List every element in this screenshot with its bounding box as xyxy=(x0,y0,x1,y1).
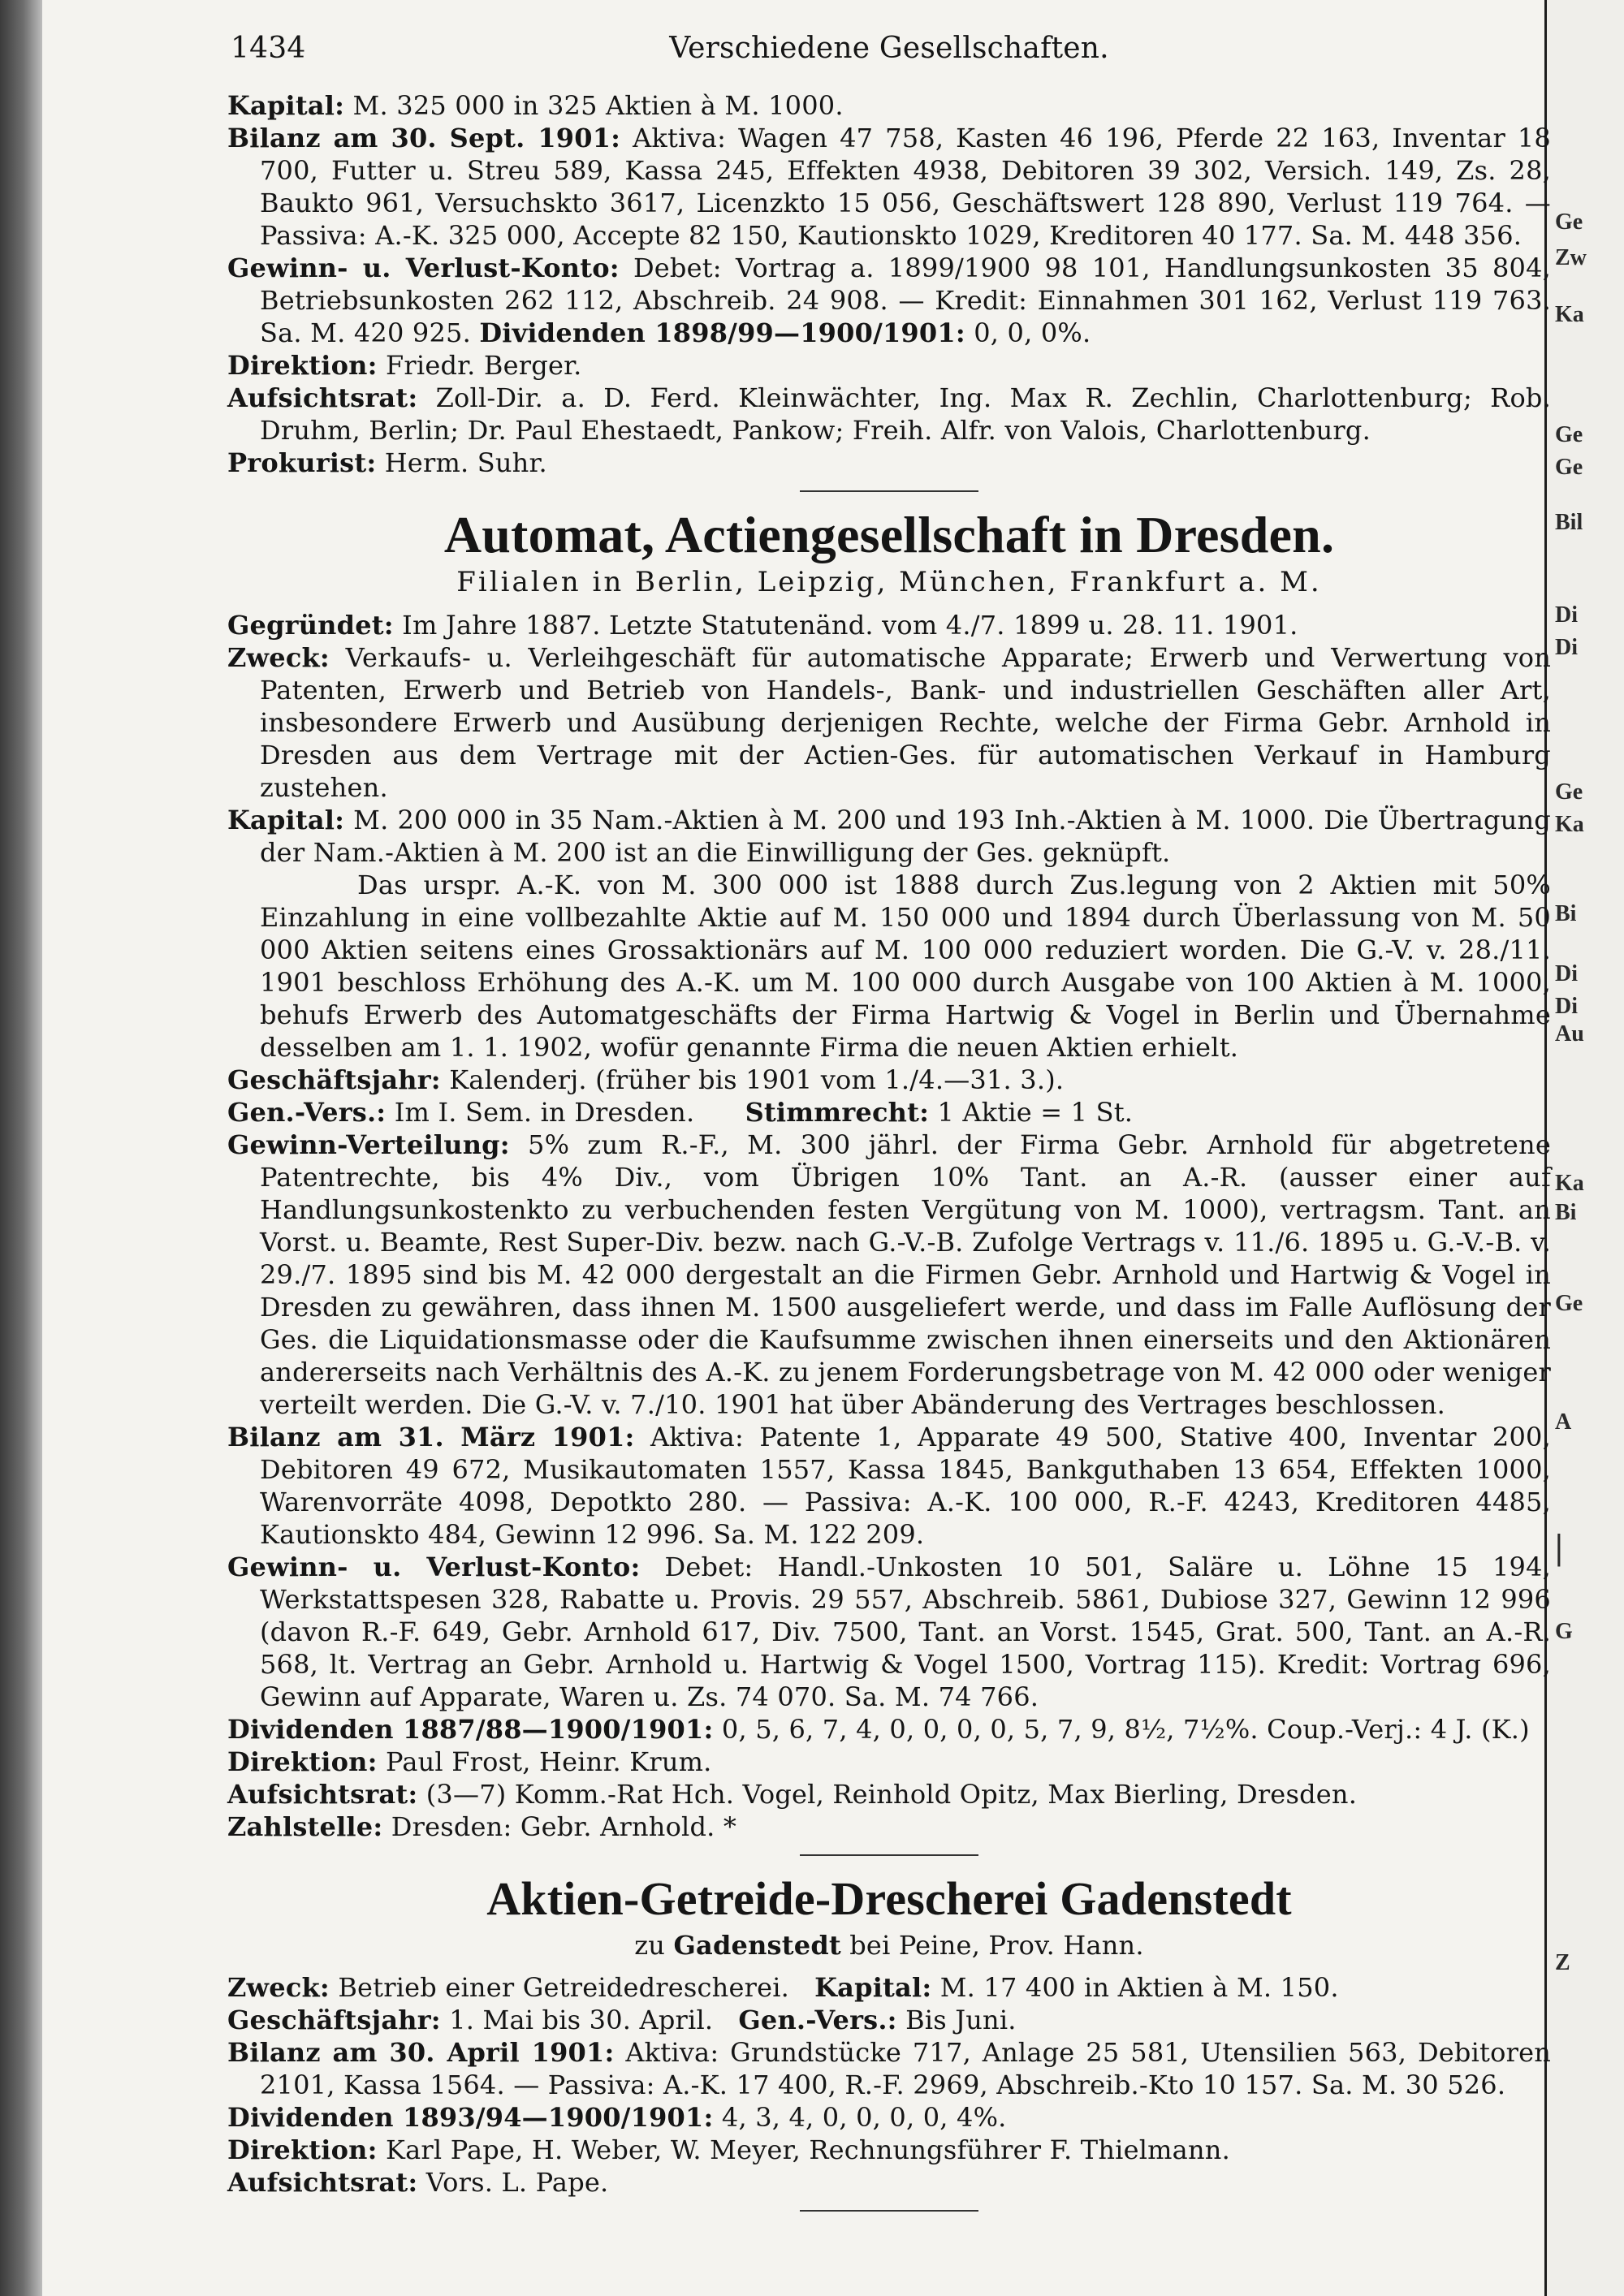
margin-fragment: Ka xyxy=(1555,1171,1584,1196)
margin-fragment: Di xyxy=(1555,961,1578,986)
margin-fragment: Di xyxy=(1555,635,1578,660)
margin-fragment: A xyxy=(1555,1409,1572,1435)
entry-zahlstelle: Zahlstelle: Dresden: Gebr. Arnhold. * xyxy=(227,1811,737,1842)
left-binding-shadow xyxy=(0,0,42,2296)
company-title: Aktien-Getreide-Drescherei Gadenstedt xyxy=(486,1872,1292,1925)
entry-kapital: Kapital: M. 325 000 in 325 Aktien à M. 1000. xyxy=(227,90,844,121)
section-divider xyxy=(800,490,978,492)
company-subtitle: Filialen in Berlin, Leipzig, München, Frankfurt a. M. xyxy=(456,566,1322,598)
entry-bilanz: Bilanz am 31. März 1901: Aktiva: Patente 1, Apparate 49 500, Stative 400, Inventar 200, Debitoren 49 672, Musikautomaten 1557, Kassa 1845, Bankguthaben 13 654, Effekten 1000, Warenvorräte 4098, Depotkto 280. — Passiva: A.-K. 100 000, R.-F. 4243, Kreditoren 4485, Kautionskto 484, Gewinn 12 996. Sa. M. 122 209. xyxy=(227,1422,1551,1550)
section-divider xyxy=(800,2210,978,2212)
margin-fragment: Di xyxy=(1555,994,1578,1019)
margin-fragment: Bi xyxy=(1555,1200,1577,1225)
right-facing-page-edge xyxy=(1544,0,1624,2296)
running-title: Verschiedene Gesellschaften. xyxy=(669,32,1109,65)
margin-fragment: Di xyxy=(1555,602,1578,628)
margin-fragment: Ge xyxy=(1555,209,1583,235)
entry-bilanz: Bilanz am 30. Sept. 1901: Aktiva: Wagen 47 758, Kasten 46 196, Pferde 22 163, Inventar 18 700, Futter u. Streu 589, Kassa 245, Effekten 4938, Debitoren 39 302, Versich. 149, Zs. 28, Baukto 961, Versuchskto 3617, Licenzkto 15 056, Geschäftswert 128 890, Verlust 119 764. — Passiva: A.-K. 325 000, Accepte 82 150, Kautionskto 1029, Kreditoren 40 177. Sa. M. 448 356. xyxy=(227,123,1551,251)
entry-geschaeftsjahr: Geschäftsjahr: Kalenderj. (früher bis 1901 vom 1./4.—31. 3.). xyxy=(227,1064,1065,1095)
running-header xyxy=(227,32,1551,75)
entry-aufsichtsrat: Aufsichtsrat: (3—7) Komm.-Rat Hch. Vogel, Reinhold Opitz, Max Bierling, Dresden. xyxy=(227,1779,1358,1810)
entry-gewinn-verlust: Gewinn- u. Verlust-Konto: Debet: Vortrag a. 1899/1900 98 101, Handlungsunkosten 35 804, Betriebsunkosten 262 112, Abschreib. 24 908. — Kredit: Einnahmen 301 162, Verlust 119 763. Sa. M. 420 925. Dividenden 1898/99—1900/1901: 0, 0, 0%. xyxy=(227,252,1552,348)
entry-zweck: Zweck: Verkaufs- u. Verleihgeschäft für automatische Apparate; Erwerb und Verwertung von Patenten, Erwerb und Betrieb von Handels-, Bank- und industriellen Geschäften aller Art, insbesondere Erwerb und Ausübung derjenigen Rechte, welche der Firma Gebr. Arnhold in Dresden aus dem Vertrage mit der Actien-Ges. für automatischen Verkauf in Hamburg zustehen. xyxy=(227,642,1552,803)
entry-dividenden: Dividenden 1887/88—1900/1901: 0, 5, 6, 7, 4, 0, 0, 0, 0, 5, 7, 9, 8½, 7½%. Coup.-Verj.: 4 J. (K.) xyxy=(227,1714,1530,1745)
entry-gewinn-verteilung: Gewinn-Verteilung: 5% zum R.-F., M. 300 jährl. der Firma Gebr. Arnhold für abgetretene Patentrechte, bis 4% Div., vom Übrigen 10% Tant. an A.-R. (ausser einer auf Handlungsunkostenkto zu verbuchenden festen Vergütung von M. 1000), vertragsm. Tant. an Vorst. u. Beamte, Rest Super-Div. bezw. nach G.-V.-B. Zufolge Vertrags v. 11./6. 1895 u. G.-V.-B. v. 29./7. 1895 sind bis M. 42 000 dergestalt an die Firmen Gebr. Arnhold und Hartwig & Vogel in Dresden zu gewähren, dass ihnen M. 1500 ausgeliefert werde, und dass im Falle Auflösung der Ges. die Liquidationsmasse oder die Kaufsumme zwischen ihnen einerseits und den Aktionären andererseits nach Verhältnis des A.-K. zu jenem Forderungsbetrage von M. 42 000 oder weniger verteilt werden. Die G.-V. v. 7./10. 1901 hat über Abänderung des Vertrages beschlossen. xyxy=(227,1129,1551,1420)
kapital-paragraph: Das urspr. A.-K. von M. 300 000 ist 1888 durch Zus.legung von 2 Aktien mit 50% Einzahlung in eine vollbezahlte Aktie auf M. 150 000 und 1894 durch Überlassung von M. 50 000 Aktien seitens eines Grossaktionärs auf M. 100 000 reduziert worden. Die G.-V. v. 28./11. 1901 beschloss Erhöhung des A.-K. um M. 100 000 durch Ausgabe von 100 Aktien à M. 1000, behufs Erwerb des Automatgeschäfts der Firma Hartwig & Vogel in Berlin und Übernahme desselben am 1. 1. 1902, wofür genannte Firma die neuen Aktien erhielt. xyxy=(260,870,1551,1063)
entry-aufsichtsrat: Aufsichtsrat: Vors. L. Pape. xyxy=(227,2167,609,2198)
section-divider xyxy=(800,1854,978,1856)
margin-fragment: Ge xyxy=(1555,455,1583,480)
margin-fragment: Bi xyxy=(1555,901,1577,926)
entry-direktion: Direktion: Karl Pape, H. Weber, W. Meyer, Rechnungsführer F. Thielmann. xyxy=(227,2134,1230,2165)
entry-aufsichtsrat: Aufsichtsrat: Zoll-Dir. a. D. Ferd. Kleinwächter, Ing. Max R. Zechlin, Charlottenburg; Rob. Druhm, Berlin; Dr. Paul Ehestaedt, Pankow; Freih. Alfr. von Valois, Charlottenburg. xyxy=(227,382,1551,446)
document-page xyxy=(227,32,1551,2225)
margin-fragment: Ge xyxy=(1555,779,1583,805)
entry-zweck-kapital: Zweck: Betrieb einer Getreidedrescherei. Kapital: M. 17 400 in Aktien à M. 150. xyxy=(227,1972,1339,2003)
margin-fragment: Ka xyxy=(1555,812,1584,837)
margin-fragment: Zw xyxy=(1555,245,1587,270)
margin-fragment: Ka xyxy=(1555,302,1584,327)
entry-genvers-stimmrecht: Gen.-Vers.: Im I. Sem. in Dresden. Stimmrecht: 1 Aktie = 1 St. xyxy=(227,1097,1134,1128)
automat-section xyxy=(227,505,1551,1843)
margin-fragment: Bil xyxy=(1555,510,1583,535)
margin-fragment: | xyxy=(1555,1527,1563,1567)
company-location: zu Gadenstedt bei Peine, Prov. Hann. xyxy=(634,1930,1144,1961)
entry-kapital: Kapital: M. 200 000 in 35 Nam.-Aktien à M. 200 und 193 Inh.-Aktien à M. 1000. Die Übertragung der Nam.-Aktien à M. 200 ist an die Einwilligung der Ges. geknüpft. xyxy=(227,805,1551,868)
entry-prokurist: Prokurist: Herm. Suhr. xyxy=(227,447,547,478)
margin-fragment: Au xyxy=(1555,1021,1584,1047)
margin-fragment: Ge xyxy=(1555,1291,1583,1316)
entry-direktion: Direktion: Paul Frost, Heinr. Krum. xyxy=(227,1746,712,1777)
margin-fragment: Ge xyxy=(1555,422,1583,447)
entry-gegruendet: Gegründet: Im Jahre 1887. Letzte Statutenänd. vom 4./7. 1899 u. 28. 11. 1901. xyxy=(227,610,1298,641)
entry-dividenden: Dividenden 1893/94—1900/1901: 4, 3, 4, 0, 0, 0, 0, 4%. xyxy=(227,2102,1007,2133)
page-number: 1434 xyxy=(231,32,306,65)
margin-fragment: Z xyxy=(1555,1950,1570,1975)
margin-fragment: G xyxy=(1555,1619,1573,1644)
company-title: Automat, Actiengesellschaft in Dresden. xyxy=(443,506,1335,563)
entry-gewinn-verlust: Gewinn- u. Verlust-Konto: Debet: Handl.-Unkosten 10 501, Saläre u. Löhne 15 194, Werkstattspesen 328, Rabatte u. Provis. 29 557, Abschreib. 5861, Dubiose 327, Gewinn 12 996 (davon R.-F. 649, Gebr. Arnhold 617, Div. 7500, Tant. an Vorst. 1545, Grat. 500, Tant. an A.-R. 568, lt. Vertrag an Gebr. Arnhold u. Hartwig & Vogel 1500, Vortrag 115). Kredit: Vortrag 696, Gewinn auf Apparate, Waren u. Zs. 74 070. Sa. M. 74 766. xyxy=(227,1552,1552,1712)
entry-bilanz: Bilanz am 30. April 1901: Aktiva: Grundstücke 717, Anlage 25 581, Utensilien 563, Debitoren 2101, Kassa 1564. — Passiva: A.-K. 17 400, R.-F. 2969, Abschreib.-Kto 10 157. Sa. M. 30 526. xyxy=(227,2037,1552,2100)
entry-direktion: Direktion: Friedr. Berger. xyxy=(227,350,582,381)
gadenstedt-section xyxy=(227,1869,1551,2199)
entry-gj-gv: Geschäftsjahr: 1. Mai bis 30. April. Gen.-Vers.: Bis Juni. xyxy=(227,2005,1017,2035)
top-section xyxy=(227,89,1551,479)
